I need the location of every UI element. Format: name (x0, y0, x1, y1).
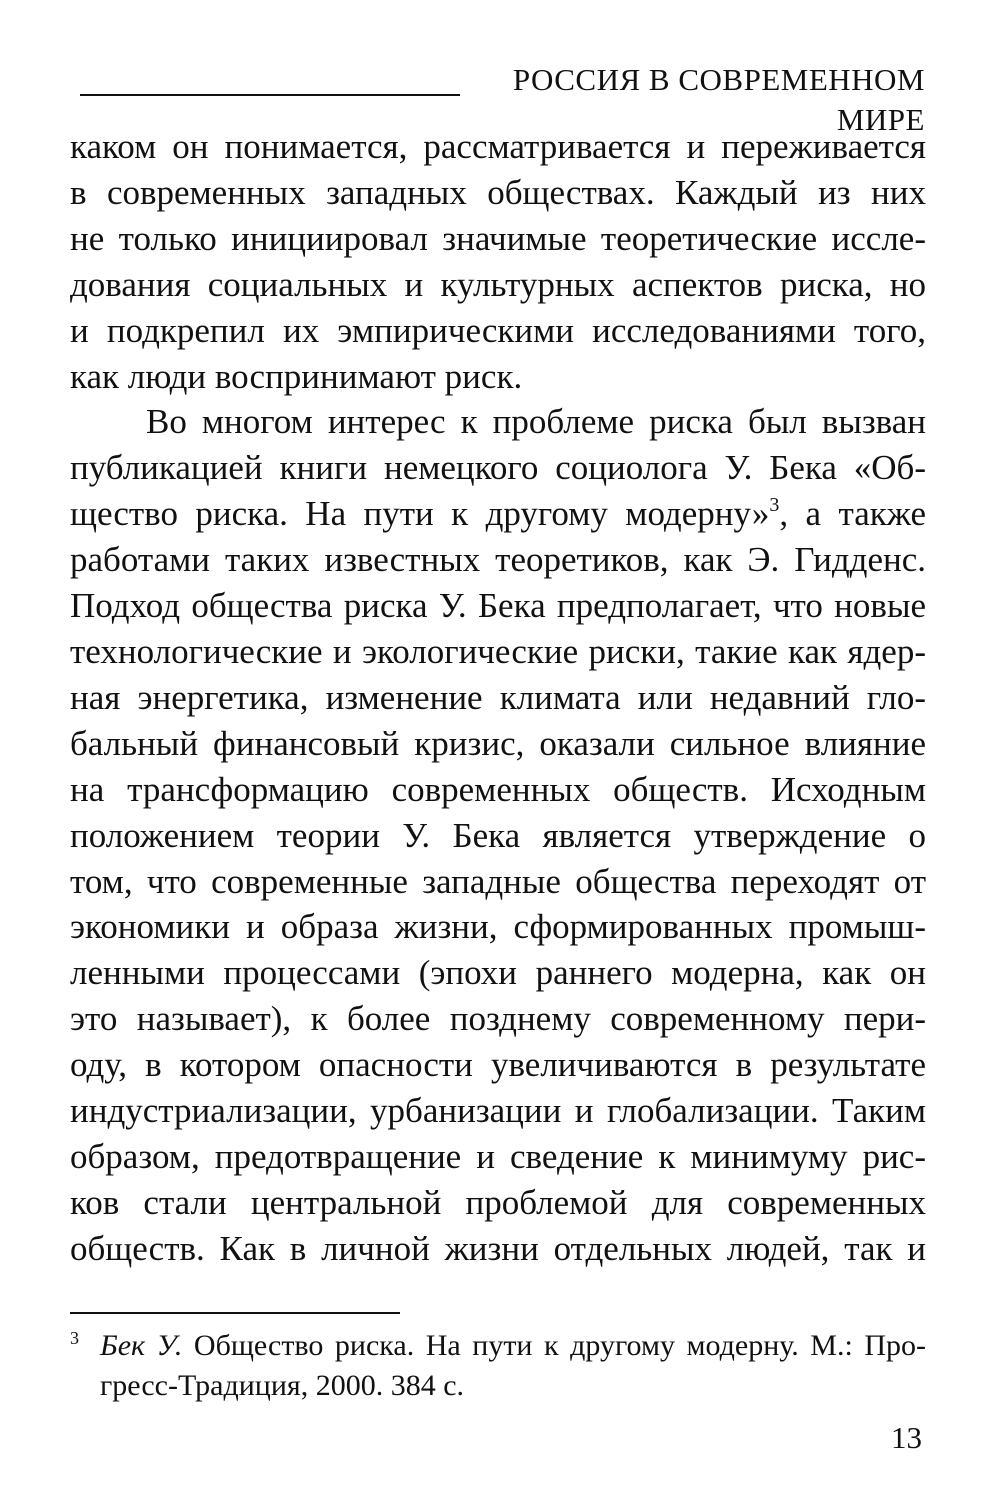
text-line: не только инициировал значимые теоретические иссле- (70, 218, 926, 258)
text-line: дования социальных и культурных аспектов риска, но (70, 264, 926, 304)
text-line: экономики и образа жизни, сформированных промыш- (70, 907, 926, 947)
text-line: бальный финансовый кризис, оказали сильное влияние (70, 723, 926, 763)
text-line: ков стали центральной проблемой для современных (70, 1182, 926, 1222)
text-fragment: щество риска. На пути к другому модерну» (70, 494, 770, 534)
text-line: Во многом интерес к проблеме риска был вызван (146, 402, 926, 442)
footnote-line (70, 1326, 926, 1366)
footnote-text: Общество риска. На пути к другому модерну. М.: Про- (182, 1329, 926, 1362)
text-line: положением теории У. Бека является утверждение о (70, 815, 926, 855)
text-line: индустриализации, урбанизации и глобализации. Таким (70, 1091, 926, 1131)
text-line: и подкрепил их эмпирическими исследованиями того, (70, 310, 926, 350)
page-number: 13 (891, 1420, 922, 1455)
header-rule (80, 94, 460, 96)
text-line: в современных западных обществах. Каждый из них (70, 172, 926, 212)
footnote-author: Бек У. (100, 1329, 183, 1362)
text-line: технологические и экологические риски, такие как ядер- (70, 631, 926, 671)
text-line: оду, в котором опасности увеличиваются в результате (70, 1045, 926, 1085)
text-line: ная энергетика, изменение климата или недавний гло- (70, 677, 926, 717)
footnote-line: гресс-Традиция, 2000. 384 с. (100, 1369, 465, 1402)
text-line: публикацией книги немецкого социолога У. Бека «Об- (70, 448, 926, 488)
text-line: образом, предотвращение и сведение к минимуму рис- (70, 1136, 926, 1176)
text-line: обществ. Как в личной жизни отдельных людей, так и (70, 1228, 926, 1268)
footnote (70, 1326, 926, 1406)
text-line: том, что современные западные общества переходят от (70, 861, 926, 901)
footnote-rule (70, 1312, 400, 1314)
body-text (70, 124, 926, 1272)
text-line: работами таких известных теоретиков, как Э. Гидденс. (70, 540, 926, 580)
text-line: как люди воспринимают риск. (70, 356, 523, 396)
text-fragment: , а также (779, 494, 926, 534)
text-line: ленными процессами (эпохи раннего модерна, как он (70, 953, 926, 993)
text-line-with-footnote-ref (70, 491, 926, 537)
text-line: это называет), к более позднему современному пери- (70, 999, 926, 1039)
text-line: на трансформацию современных обществ. Исходным (70, 769, 926, 809)
text-line: каком он понимается, рассматривается и переживается (70, 127, 926, 166)
footnote-number: 3 (70, 1328, 79, 1348)
text-line: Подход общества риска У. Бека предполагает, что новые (70, 586, 926, 626)
running-header: РОССИЯ В СОВРЕМЕННОМ МИРЕ (512, 62, 925, 137)
footnote-reference[interactable]: 3 (769, 494, 780, 517)
